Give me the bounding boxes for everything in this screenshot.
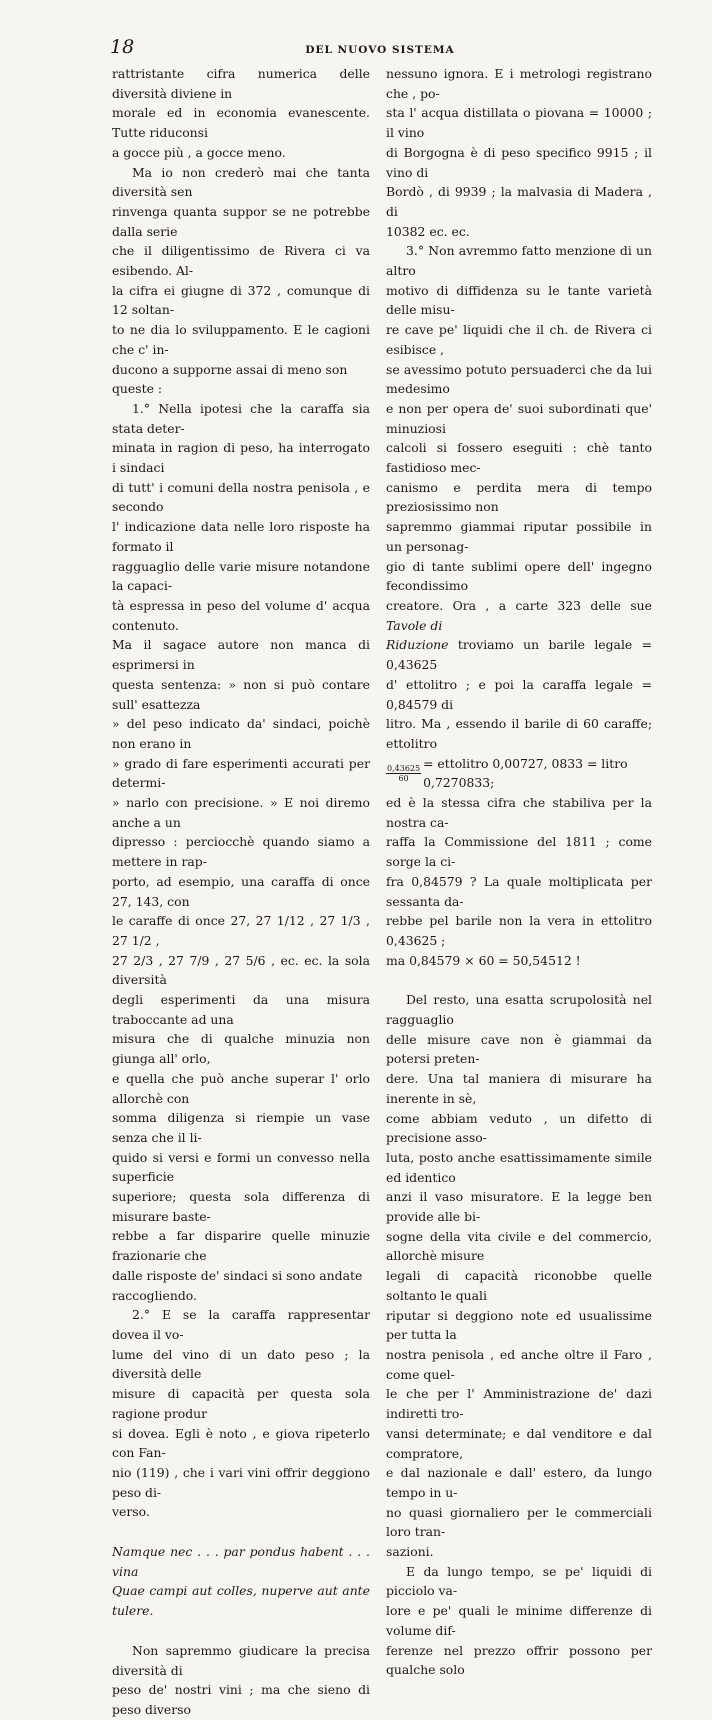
text-line [386,635,652,674]
text-line: re cave pe' liquidi che il ch. de Rivera ci esibisce , [386,322,652,357]
verse-line: Quae campi aut colles, nuperve aut ante tulere. [112,1583,370,1619]
text-line: vansi determinate; e dal venditore e dal compratore, [386,1425,652,1461]
formula-line [386,754,652,793]
text-line: la cifra ei giugne di 372 , comunque di 12 soltan- [112,282,370,318]
text-line: gio di tante sublimi opere dell' ingegno fecondissimo [386,558,652,594]
text-line: dere. Una tal maniera di misurare ha inerente in sè, [386,1071,652,1106]
text-line: riputar si deggiono note ed usualissime per tutta la [386,1307,652,1343]
text-line: nio (119) , che i vari vini offrir deggiono peso di- [112,1464,370,1500]
text-line: rebbe pel barile non la vera in ettolitro 0,43625 ; [386,913,652,948]
text-line: Ma io non crederò mai che tanta diversità sen [112,164,370,200]
text-line: rebbe a far disparire quelle minuzie frazionarie che [112,1228,370,1264]
text-line [386,596,652,635]
text-line: lore e pe' quali le minime differenze di volume dif- [386,1603,652,1638]
text-line: superiore; questa sola differenza di misurare baste- [112,1189,370,1224]
text-line: morale ed in economia evanescente. Tutte riduconsi [112,105,370,141]
text-line: le che per l' Amministrazione de' dazi indiretti tro- [386,1386,652,1422]
text-line: » narlo con precisione. » E noi diremo anche a un [112,795,370,830]
text-line: rattristante cifra numerica delle diversità diviene in [112,66,370,101]
text-fragment: troviamo un barile legale = 0,43625 [386,637,652,673]
text-line: calcoli si fossero eseguiti : chè tanto fastidioso mec- [386,440,652,476]
text-line: legali di capacità riconobbe quelle soltanto le quali [386,1268,652,1303]
text-line: come abbiam veduto , un difetto di precisione asso- [386,1110,652,1146]
text-line: » grado di fare esperimenti accurati per determi- [112,755,370,791]
text-line: sazioni. [386,1544,434,1560]
text-line: rinvenga quanta suppor se ne potrebbe dalla serie [112,203,370,239]
text-line: Ma il sagace autore non manca di esprimersi in [112,637,370,673]
text-line: somma diligenza si riempie un vase senza che il li- [112,1110,370,1145]
text-line: 2.° E se la caraffa rappresentar dovea il vo- [112,1307,370,1342]
book-title: Tavole di [386,617,443,633]
text-line: fra 0,84579 ? La quale moltiplicata per sessanta da- [386,873,652,909]
text-line: dipresso : perciocchè quando siamo a mettere in rap- [112,834,370,870]
text-line: l' indicazione data nelle loro risposte ha formato il [112,519,370,554]
book-title-cont: Riduzione [386,637,449,653]
formula-rest: = ettolitro 0,00727, 0833 = litro 0,7270833; [423,755,628,791]
text-line: e dal nazionale e dall' estero, da lungo tempo in u- [386,1465,652,1500]
text-line: si dovea. Egli è noto , e giova ripeterlo con Fan- [112,1425,370,1461]
page-number: 18 [110,36,135,58]
text-line: 27 2/3 , 27 7/9 , 27 5/6 , ec. ec. la sola diversità [112,952,370,988]
fraction-denominator: 60 [398,773,409,783]
text-line: 3.° Non avremmo fatto menzione di un altro [386,243,652,279]
text-line: verso. [112,1504,150,1520]
text-line: nostra penisola , ed anche oltre il Faro , come quel- [386,1347,652,1382]
text-line: porto, ad esempio, una caraffa di once 27, 143, con [112,873,370,909]
text-line: canismo e perdita mera di tempo preziosissimo non [386,479,652,515]
text-line: ma 0,84579 × 60 = 50,54512 ! [386,952,581,968]
text-line: E da lungo tempo, se pe' liquidi di picciolo va- [386,1563,652,1599]
text-line: 1.° Nella ipotesi che la caraffa sia stata deter- [112,400,370,436]
text-line: delle misure cave non è giammai da potersi preten- [386,1031,652,1067]
verse-line: Namque nec . . . par pondus habent . . . vina [112,1544,370,1579]
text-line: e non per opera de' suoi subordinati que' minuziosi [386,400,652,436]
text-line: di Borgogna è di peso specifico 9915 ; il vino di [386,144,652,180]
running-head: DEL NUOVO SISTEMA [305,44,455,56]
text-line: Bordò , di 9939 ; la malvasia di Madera , di [386,184,652,219]
text-fragment: creatore. Ora , a carte 323 delle sue [386,597,652,613]
text-line: a gocce più , a gocce meno. [112,144,286,160]
text-line: 10382 ec. ec. [386,223,470,239]
text-line: quido si versi e formi un convesso nella superficie [112,1149,370,1185]
text-line: misure di capacità per questa sola ragione produr [112,1386,370,1421]
text-line: anzi il vaso misuratore. E la legge ben provide alle bi- [386,1189,652,1225]
page-header [110,36,650,56]
left-column [112,64,370,1720]
text-line: se avessimo potuto persuaderci che da lui medesimo [386,361,652,397]
text-line: motivo di diffidenza su le tante varietà delle misu- [386,282,652,318]
text-line: d' ettolitro ; e poi la caraffa legale = 0,84579 di [386,676,652,712]
text-line: litro. Ma , essendo il barile di 60 caraffe; ettolitro [386,716,652,751]
text-line: Non sapremmo giudicare la precisa diversità di [112,1642,370,1678]
text-line: » del peso indicato da' sindaci, poichè non erano in [112,716,370,751]
text-line: tà espressa in peso del volume d' acqua contenuto. [112,597,370,633]
text-line: raffa la Commissione del 1811 ; come sorge la ci- [386,834,652,870]
fraction [386,764,421,783]
text-line: Del resto, una esatta scrupolosità nel ragguaglio [386,992,652,1028]
text-line: sta l' acqua distillata o piovana = 10000 ; il vino [386,105,652,141]
text-line: luta, posto anche esattissimamente simile ed identico [386,1149,652,1185]
text-line: degli esperimenti da una misura traboccante ad una [112,992,370,1027]
text-line: nessuno ignora. E i metrologi registrano che , po- [386,66,652,101]
fraction-numerator: 0,43625 [387,763,421,773]
text-line: che il diligentissimo de Rivera ci va esibendo. Al- [112,243,370,279]
text-line: sogne della vita civile e del commercio, allorchè misure [386,1228,652,1264]
text-line: le caraffe di once 27, 27 1/12 , 27 1/3 , 27 1/2 , [112,913,370,948]
text-line: e quella che può anche superar l' orlo allorchè con [112,1070,370,1106]
text-line: minata in ragion di peso, ha interrogato i sindaci [112,440,370,476]
text-line: ducono a supporne assai di meno son queste : [112,361,348,397]
text-line: sapremmo giammai riputar possibile in un personag- [386,519,652,554]
text-line: dalle risposte de' sindaci si sono andate raccogliendo. [112,1267,363,1303]
text-line: to ne dia lo sviluppamento. E le cagioni che c' in- [112,322,370,357]
text-line: no quasi giornaliero per le commerciali loro tran- [386,1504,652,1540]
text-line: misura che di qualche minuzia non giunga all' orlo, [112,1031,370,1067]
text-line: ed è la stessa cifra che stabiliva per la nostra ca- [386,795,652,830]
text-line: ragguaglio delle varie misure notandone la capaci- [112,558,370,594]
text-line: di tutt' i comuni della nostra penisola , e secondo [112,479,370,515]
text-line: ferenze nel prezzo offrir possono per qualche solo [386,1642,652,1678]
text-line: lume del vino di un dato peso ; la diversità delle [112,1346,370,1382]
text-line: questa sentenza: » non si può contare sull' esattezza [112,676,370,712]
text-line: peso de' nostri vini ; ma che sieno di peso diverso [112,1682,370,1717]
right-column [386,64,652,1680]
